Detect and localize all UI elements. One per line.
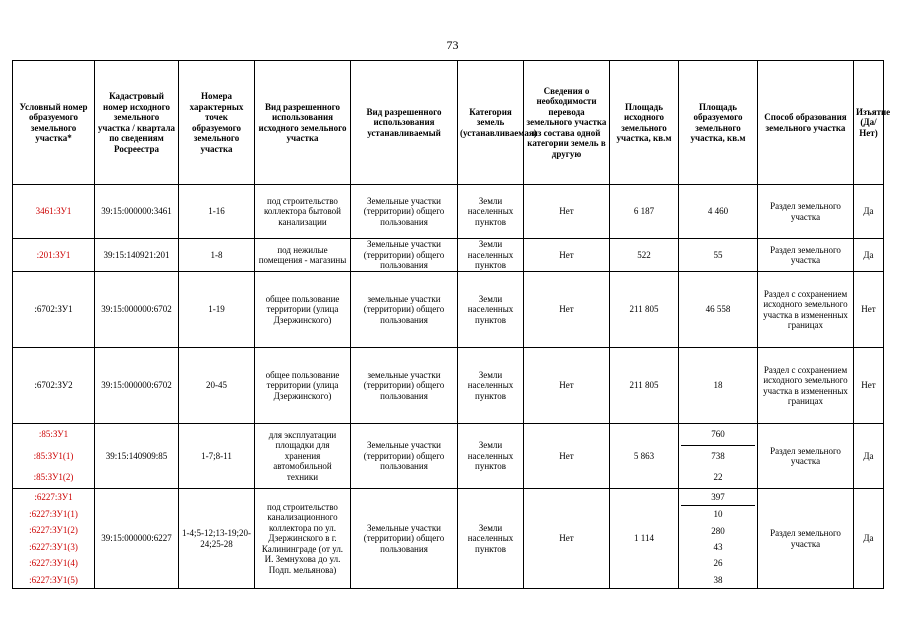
plot-id: :6227:ЗУ1(4): [29, 558, 78, 568]
points-cell: 20-45: [179, 348, 255, 424]
points-cell: 1-16: [179, 185, 255, 239]
table-row: [13, 348, 884, 424]
cadastral-number-cell: 39:15:000000:3461: [95, 185, 179, 239]
plot-id: :6227:ЗУ1(5): [29, 574, 78, 585]
seizure-cell: Нет: [854, 272, 884, 348]
transfer-cell: Нет: [524, 272, 610, 348]
method-cell: Раздел с сохранением исходного земельного участка в измененных границах: [758, 272, 854, 348]
seizure-cell: Да: [854, 239, 884, 272]
plot-id-cell: :6702:ЗУ2: [13, 348, 95, 424]
plot-id-cell: [13, 489, 95, 589]
source-use-cell: для эксплуатации площадки для хранения автомобильной техники: [255, 424, 351, 489]
table-row: [13, 489, 884, 589]
plot-id-cell: :201:ЗУ1: [13, 239, 95, 272]
points-cell: 1-4;5-12;13-19;20-24;25-28: [179, 489, 255, 589]
header-cell: Вид разрешенного использования исходного земельного участка: [255, 61, 351, 185]
seizure-cell: Нет: [854, 348, 884, 424]
source-area-cell: 1 114: [610, 489, 679, 589]
plot-id: :85:ЗУ1(1): [33, 450, 74, 461]
source-area-cell: 6 187: [610, 185, 679, 239]
cadastral-number-cell: 39:15:000000:6702: [95, 348, 179, 424]
header-cell: Площадь исходного земельного участка, кв.м: [610, 61, 679, 185]
new-use-cell: земельные участки (территории) общего пользования: [351, 272, 458, 348]
new-area-value: 738: [711, 451, 725, 462]
plot-id: :6227:ЗУ1(2): [29, 525, 78, 535]
new-use-cell: Земельные участки (территории) общего пользования: [351, 239, 458, 272]
transfer-cell: Нет: [524, 489, 610, 589]
transfer-cell: Нет: [524, 424, 610, 489]
seizure-cell: Да: [854, 185, 884, 239]
new-area-cell: [679, 424, 758, 489]
new-area-value: 26: [713, 558, 723, 569]
plot-id-cell: :6702:ЗУ1: [13, 272, 95, 348]
header-cell: Категория земель (устанавливаемая): [458, 61, 524, 185]
method-cell: Раздел земельного участка: [758, 489, 854, 589]
source-area-cell: 522: [610, 239, 679, 272]
cadastral-number-cell: 39:15:000000:6227: [95, 489, 179, 589]
plot-id: :6227:ЗУ1: [34, 492, 73, 502]
method-cell: Раздел земельного участка: [758, 424, 854, 489]
new-use-cell: земельные участки (территории) общего пользования: [351, 348, 458, 424]
new-area-cell: 46 558: [679, 272, 758, 348]
header-cell: Кадастровый номер исходного земельного участка / квартала по сведениям Росреестра: [95, 61, 179, 185]
new-area-cell: 55: [679, 239, 758, 272]
header-cell: Площадь образуемого земельного участка, кв.м: [679, 61, 758, 185]
header-cell: Способ образования земельного участка: [758, 61, 854, 185]
cadastral-number-cell: 39:15:000000:6702: [95, 272, 179, 348]
plot-id: :85:ЗУ1(2): [33, 472, 74, 483]
transfer-cell: Нет: [524, 239, 610, 272]
table-row: [13, 272, 884, 348]
table-row: [13, 239, 884, 272]
new-area-value: 38: [713, 574, 723, 585]
table-row: [13, 424, 884, 489]
seizure-cell: Да: [854, 489, 884, 589]
transfer-cell: Нет: [524, 185, 610, 239]
method-cell: Раздел с сохранением исходного земельного участка в измененных границах: [758, 348, 854, 424]
points-cell: 1-7;8-11: [179, 424, 255, 489]
source-use-cell: общее пользование территории (улица Дзержинского): [255, 348, 351, 424]
cadastral-number-cell: 39:15:140921:201: [95, 239, 179, 272]
category-cell: Земли населенных пунктов: [458, 239, 524, 272]
source-use-cell: под строительство коллектора бытовой канализации: [255, 185, 351, 239]
source-use-cell: общее пользование территории (улица Дзержинского): [255, 272, 351, 348]
source-area-cell: 211 805: [610, 272, 679, 348]
plot-id-cell: [13, 424, 95, 489]
category-cell: Земли населенных пунктов: [458, 489, 524, 589]
land-plots-table: [12, 60, 891, 589]
new-use-cell: Земельные участки (территории) общего пользования: [351, 185, 458, 239]
new-area-value: 22: [713, 472, 723, 483]
category-cell: Земли населенных пунктов: [458, 272, 524, 348]
header-cell: Изъятие (Да/Нет): [854, 61, 884, 185]
new-area-value: 10: [713, 509, 723, 520]
category-cell: Земли населенных пунктов: [458, 348, 524, 424]
plot-id: :6227:ЗУ1(3): [29, 541, 78, 552]
source-area-cell: 211 805: [610, 348, 679, 424]
plot-id: :85:ЗУ1: [38, 429, 69, 440]
header-cell: Условный номер образуемого земельного участка*: [13, 61, 95, 185]
new-area-value: 397: [681, 489, 755, 506]
transfer-cell: Нет: [524, 348, 610, 424]
header-cell: Номера характерных точек образуемого земельного участка: [179, 61, 255, 185]
method-cell: Раздел земельного участка: [758, 239, 854, 272]
header-cell: Вид разрешенного использования устанавливаемый: [351, 61, 458, 185]
seizure-cell: Да: [854, 424, 884, 489]
plot-id-cell: 3461:ЗУ1: [13, 185, 95, 239]
source-use-cell: под строительство канализационного коллектора по ул. Дзержинского в г. Калининграде (от ул. И. Земнухова до ул. Подп. мельянова): [255, 489, 351, 589]
points-cell: 1-19: [179, 272, 255, 348]
source-area-cell: 5 863: [610, 424, 679, 489]
new-area-cell: 18: [679, 348, 758, 424]
new-use-cell: Земельные участки (территории) общего пользования: [351, 489, 458, 589]
new-area-value: 43: [713, 541, 723, 552]
source-use-cell: под нежилые помещения - магазины: [255, 239, 351, 272]
table-row: [13, 185, 884, 239]
table-header-row: [13, 61, 884, 185]
cadastral-number-cell: 39:15:140909:85: [95, 424, 179, 489]
plot-id: :6227:ЗУ1(1): [29, 508, 78, 519]
new-use-cell: Земельные участки (территории) общего пользования: [351, 424, 458, 489]
page-number: 73: [446, 38, 459, 52]
method-cell: Раздел земельного участка: [758, 185, 854, 239]
category-cell: Земли населенных пунктов: [458, 185, 524, 239]
new-area-cell: [679, 489, 758, 589]
points-cell: 1-8: [179, 239, 255, 272]
category-cell: Земли населенных пунктов: [458, 424, 524, 489]
new-area-value: 760: [681, 424, 755, 446]
header-cell: Сведения о необходимости перевода земельного участка из состава одной категории земель в другую: [524, 61, 610, 185]
new-area-value: 280: [711, 525, 725, 536]
new-area-cell: 4 460: [679, 185, 758, 239]
